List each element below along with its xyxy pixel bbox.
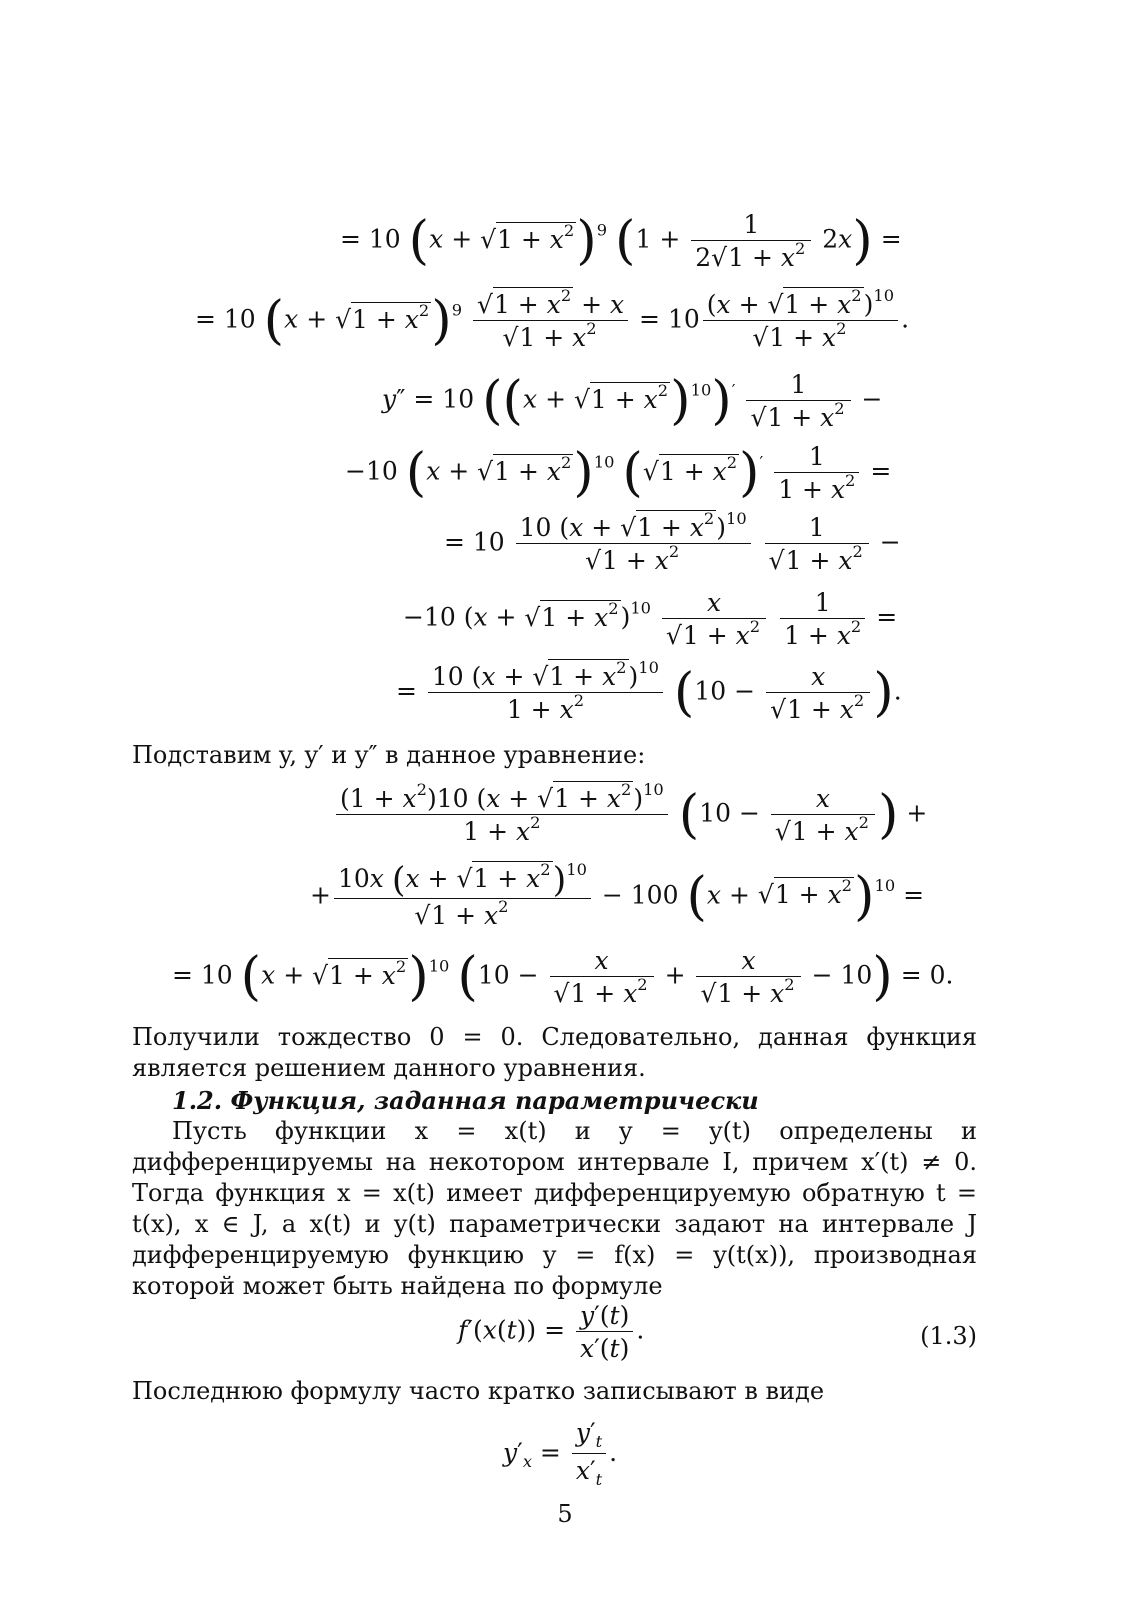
paragraph-identity — [132, 1022, 977, 1084]
derivation-line-7: = $\frac{10 (x + √1 + x^2)^{10}}{1 + x^2}$ (10 − $\frac{x}{√1 + x^2}$ ). — [396, 657, 902, 724]
section-heading: 1.2. Функция, заданная параметрически — [172, 1086, 759, 1115]
paragraph-substitute — [132, 740, 977, 771]
derivation-line-3: y″ = 10 $((x + √1 + x^2)^{10})'$ $\frac{1}{√1 + x^2}$ − — [382, 370, 883, 432]
equation-number: (1.3) — [920, 1322, 977, 1350]
derivation-line-2: = 10 $(x + √1 + x^2)^9$ $\frac{√1 + x^2 + x}{√1 + x^2}$ = 10 $\frac{(x + √1 + x^2)^{10}}{√1 + x^2}$ . — [195, 285, 910, 352]
paragraph-param-text: Пусть функции x = x(t) и y = y(t) определены и дифференцируемы на некотором интервале I, причем x′(t) ≠ 0. Тогда функция x = x(t) имеет дифференцируемую обратную t = t(x), x ∈ J, а x(t) и y(t) параметрически задают на интервале J дифференцируемую функцию y = f(x) = y(t(x)), производная которой может быть найдена по формуле — [132, 1117, 977, 1300]
substitution-line-2: + $\frac{10x (x + √1 + x^2)^{10}}{√1 + x^2}$ − 100 $(x + √1 + x^2)^{10}$ = — [310, 859, 925, 930]
derivation-line-1: = 10 $(x + √1 + x^2)^9$ (1 + $\frac{1}{2√1 + x^2}$ 2x) = — [340, 210, 902, 272]
derivation-line-5: = 10 $\frac{10 (x + √1 + x^2)^{10}}{√1 + x^2}$ $\frac{1}{√1 + x^2}$ − — [444, 508, 901, 575]
derivation-line-4: −10 $(x + √1 + x^2)^{10}$ $(√1 + x^2)'$ $\frac{1}{1 + x^2}$ = — [345, 442, 892, 504]
page-number: 5 — [557, 1500, 573, 1528]
paragraph-substitute-text: Подставим y, y′ и y″ в данное уравнение: — [132, 741, 646, 769]
paragraph-param — [132, 1116, 977, 1302]
derivation-line-6: −10 $(x + √1 + x^2)^{10}$ $\frac{x}{√1 + x^2}$ $\frac{1}{1 + x^2}$ = — [403, 588, 898, 650]
substitution-line-3: = 10 $(x + √1 + x^2)^{10}$ (10 − $\frac{x}{√1 + x^2}$ + $\frac{x}{√1 + x^2}$ − 10) = 0. — [172, 946, 954, 1008]
paragraph-identity-text: Получили тождество 0 = 0. Следовательно, данная функция является решением данного уравнения. — [132, 1023, 977, 1082]
formula-1-3: f′(x(t)) = $\frac{y'(t)}{x'(t)}$ . — [458, 1301, 645, 1363]
paragraph-short-text: Последнюю формулу часто кратко записывают в виде — [132, 1377, 825, 1405]
paragraph-short — [132, 1376, 977, 1407]
substitution-line-1: $\frac{(1 + x^2)10 (x + √1 + x^2)^{10}}{1 + x^2}$ (10 − $\frac{x}{√1 + x^2}$ ) + — [333, 786, 927, 844]
formula-short: $y'_x$ = $\frac{y'_t}{x'_t}$ . — [503, 1418, 618, 1490]
